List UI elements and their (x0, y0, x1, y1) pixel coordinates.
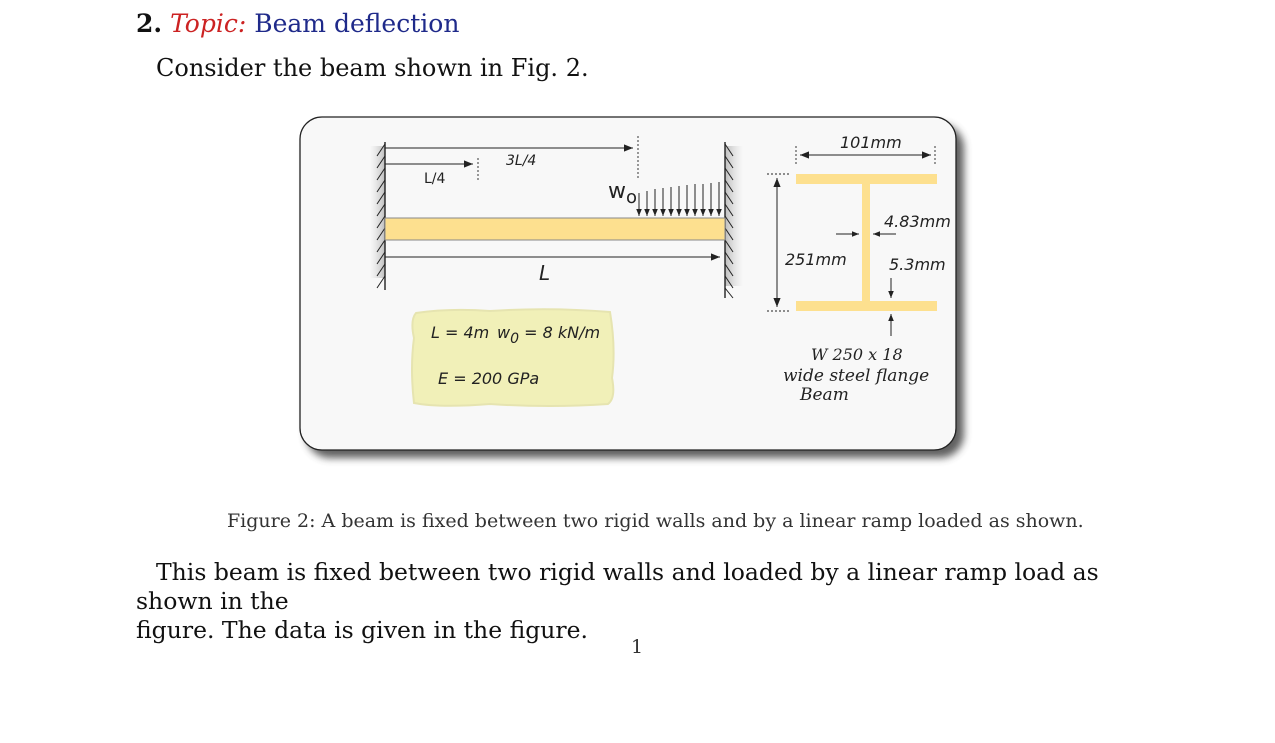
section-designation: W 250 x 18 (811, 345, 903, 364)
data-modulus: E = 200 GPa (438, 369, 540, 388)
section-description: wide steel flange (783, 366, 930, 386)
load-label: $w_o$ (608, 179, 638, 208)
web-thickness-label: 4.83mm (884, 212, 951, 231)
body-line-1: This beam is fixed between two rigid walls and loaded by a linear ramp load as shown in the (136, 558, 1099, 615)
dim-l-label: L (539, 261, 551, 285)
page-number: 1 (631, 636, 644, 658)
right-wall (725, 142, 743, 298)
section-heading (136, 8, 459, 40)
figure-caption: Figure 2: A beam is fixed between two rigid walls and by a linear ramp loaded as shown. (227, 510, 1084, 532)
data-load: w0 = 8 kN/m (497, 323, 601, 347)
body-paragraph (136, 558, 1146, 645)
topic-title: Beam deflection (254, 9, 460, 38)
left-wall (370, 142, 385, 290)
data-box (412, 309, 614, 406)
intro-sentence: Consider the beam shown in Fig. 2. (156, 54, 589, 82)
data-length: L = 4m (431, 323, 490, 342)
dim-l4-label: L/4 (424, 171, 446, 187)
body-line-2: figure. The data is given in the figure. (136, 616, 589, 644)
dim-3l4-label: 3L/4 (506, 153, 537, 169)
beam (385, 218, 725, 240)
topic-label: Topic: (170, 9, 247, 38)
beam-figure (290, 108, 980, 478)
beam-diagram (290, 108, 980, 478)
flange-width-label: 101mm (840, 133, 902, 152)
section-number: 2. (136, 9, 163, 38)
section-description-beam: Beam (800, 385, 849, 405)
depth-label: 251mm (785, 250, 847, 269)
figure-panel (300, 117, 956, 450)
flange-thickness-label: 5.3mm (889, 255, 946, 274)
